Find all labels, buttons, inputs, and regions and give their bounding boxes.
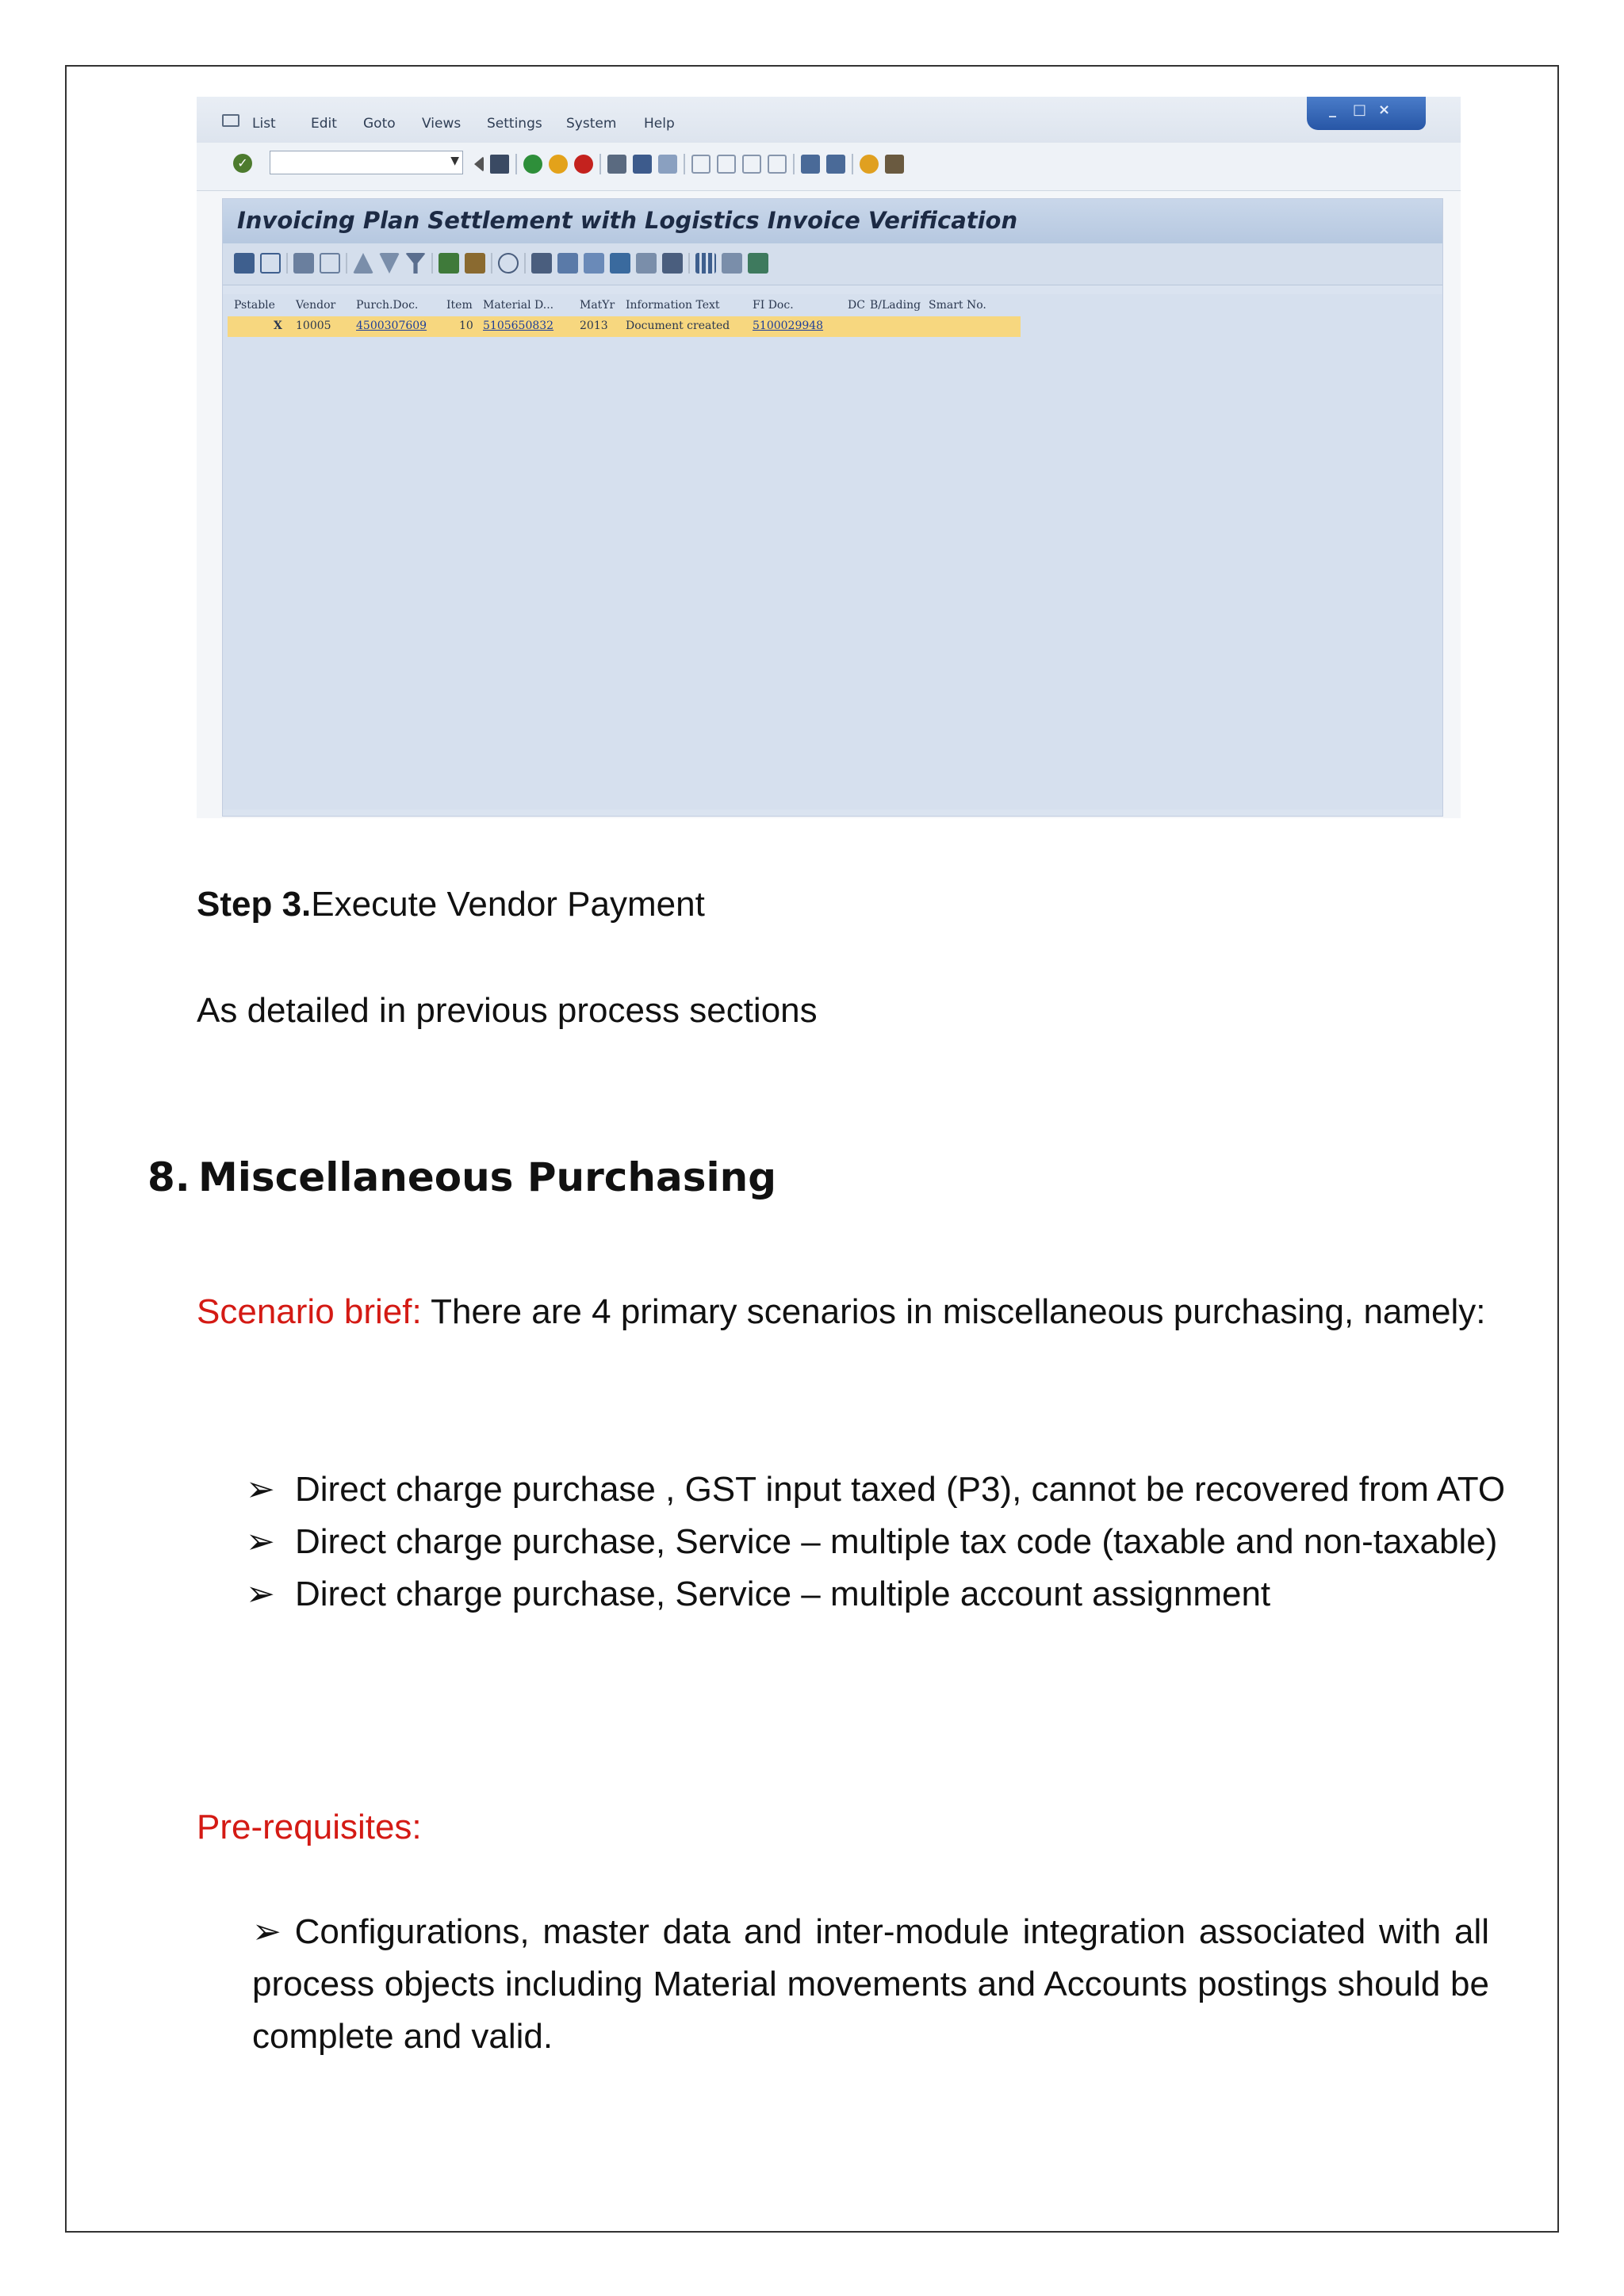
step-3-line — [197, 878, 705, 931]
sap-menubar — [197, 97, 1461, 143]
cancel-icon[interactable] — [574, 155, 593, 174]
column-header[interactable]: Purch.Doc. — [356, 299, 419, 312]
cell-fi-doc[interactable]: 5100029948 — [753, 320, 824, 332]
prerequisites-text: Configurations, master data and inter-module integration associated with all process objects including Material movements and Accounts postings should be complete and valid. — [252, 1912, 1490, 2056]
dropdown-arrow-icon[interactable]: ▼ — [450, 155, 459, 167]
maximize-icon[interactable]: □ — [1353, 101, 1367, 118]
close-icon[interactable]: × — [1378, 101, 1391, 118]
toolbar-separator — [688, 253, 690, 274]
column-header[interactable]: MatYr — [580, 299, 615, 312]
arrow-bullet-icon: ➢ — [246, 1575, 275, 1613]
list-item — [246, 1568, 1532, 1621]
back-arrow-icon[interactable] — [473, 156, 484, 172]
local-file-icon[interactable] — [636, 253, 657, 274]
sap-screen-title: Invoicing Plan Settlement with Logistics Invoice Verification — [237, 207, 1018, 234]
menu-icon[interactable] — [222, 114, 239, 127]
scenario-paragraph — [197, 1286, 1532, 1338]
sort-ascending-icon[interactable] — [353, 253, 373, 274]
sap-screen-title-bar — [223, 199, 1442, 243]
previous-sections-note: As detailed in previous process sections — [197, 991, 818, 1030]
cell-purch-doc[interactable]: 4500307609 — [356, 320, 427, 332]
find-icon[interactable] — [633, 155, 652, 174]
scenario-list — [246, 1464, 1532, 1621]
column-header[interactable]: Smart No. — [929, 299, 986, 312]
section-number: 8. — [147, 1154, 190, 1200]
next-page-icon[interactable] — [742, 155, 761, 174]
shortcut-icon[interactable] — [826, 155, 845, 174]
subtotal-icon[interactable] — [465, 253, 485, 274]
abc-analysis-icon[interactable] — [662, 253, 683, 274]
scenario-label: Scenario brief: — [197, 1292, 422, 1331]
select-layout-icon[interactable] — [722, 253, 742, 274]
spreadsheet-icon[interactable] — [610, 253, 630, 274]
section-heading — [147, 1154, 776, 1200]
minimize-icon[interactable]: _ — [1329, 101, 1336, 118]
cell-pstable[interactable]: X — [274, 320, 282, 332]
previous-page-icon[interactable] — [717, 155, 736, 174]
alv-toolbar-icons — [234, 253, 768, 274]
list-item — [246, 1516, 1532, 1568]
menu-help[interactable]: Help — [644, 116, 675, 132]
toolbar-separator — [684, 154, 685, 174]
command-field[interactable] — [270, 151, 463, 174]
alv-grid — [223, 294, 1442, 809]
toolbar-separator — [852, 154, 853, 174]
table-row[interactable] — [228, 316, 1021, 337]
list-item-text: Direct charge purchase, Service – multiple tax code (taxable and non-taxable) — [295, 1522, 1498, 1561]
save-layout-icon[interactable] — [748, 253, 768, 274]
menu-list[interactable]: List — [252, 116, 276, 132]
sap-screen-area — [222, 198, 1443, 817]
menu-system[interactable]: System — [566, 116, 617, 132]
sap-standard-toolbar — [197, 143, 1461, 191]
toolbar-separator — [524, 253, 526, 274]
deselect-all-icon[interactable] — [320, 253, 340, 274]
grid-header-row — [228, 297, 1021, 315]
column-header[interactable]: Information Text — [626, 299, 720, 312]
toolbar-separator — [515, 154, 517, 174]
layout-menu-icon[interactable] — [885, 155, 904, 174]
arrow-bullet-icon: ➢ — [246, 1470, 275, 1509]
word-processing-icon[interactable] — [584, 253, 604, 274]
print-preview-icon[interactable] — [531, 253, 552, 274]
toolbar-separator — [793, 154, 795, 174]
select-block-icon[interactable] — [293, 253, 314, 274]
menu-views[interactable]: Views — [422, 116, 462, 132]
toolbar-separator — [491, 253, 492, 274]
enter-icon[interactable]: ✓ — [233, 154, 252, 173]
details-icon[interactable] — [234, 253, 255, 274]
cell-material-doc[interactable]: 5105650832 — [483, 320, 554, 332]
toolbar-separator — [599, 154, 601, 174]
last-page-icon[interactable] — [768, 155, 787, 174]
column-header[interactable]: Vendor — [296, 299, 336, 312]
cell-vendor[interactable]: 10005 — [296, 320, 331, 332]
export-icon[interactable] — [557, 253, 578, 274]
column-header[interactable]: DC — [848, 299, 865, 312]
menu-goto[interactable]: Goto — [363, 116, 396, 132]
section-title: Miscellaneous Purchasing — [198, 1154, 777, 1200]
sap-screenshot — [197, 97, 1461, 818]
list-item — [246, 1464, 1532, 1516]
step-3-label: Step 3. — [197, 885, 312, 924]
arrow-bullet-icon: ➢ — [246, 1522, 275, 1561]
create-session-icon[interactable] — [801, 155, 820, 174]
window-controls — [1307, 97, 1426, 130]
select-all-icon[interactable] — [260, 253, 281, 274]
help-icon[interactable] — [860, 155, 879, 174]
scenario-text: There are 4 primary scenarios in miscellaneous purchasing, namely: — [421, 1292, 1486, 1331]
cell-info-text[interactable]: Document created — [626, 320, 730, 332]
standard-toolbar-icons — [473, 152, 904, 176]
column-header[interactable]: FI Doc. — [753, 299, 794, 312]
prerequisites-paragraph — [252, 1906, 1489, 2063]
find-next-icon[interactable] — [658, 155, 677, 174]
column-header[interactable]: Pstable — [234, 299, 275, 312]
column-header[interactable]: B/Lading — [870, 299, 921, 312]
arrow-bullet-icon: ➢ — [252, 1912, 295, 1951]
menu-edit[interactable]: Edit — [311, 116, 337, 132]
refresh-icon[interactable] — [498, 253, 519, 274]
step-3-text: Execute Vendor Payment — [311, 885, 705, 924]
exit-icon[interactable] — [549, 155, 568, 174]
prerequisites-label: Pre-requisites: — [197, 1808, 422, 1846]
menu-settings[interactable]: Settings — [487, 116, 542, 132]
save-icon[interactable] — [490, 155, 509, 174]
toolbar-separator — [431, 253, 433, 274]
total-icon[interactable] — [439, 253, 459, 274]
column-header[interactable]: Item — [446, 299, 473, 312]
filter-icon[interactable] — [405, 253, 426, 274]
cell-matyr[interactable]: 2013 — [580, 320, 608, 332]
list-item-text: Direct charge purchase , GST input taxed (P3), cannot be recovered from ATO — [295, 1470, 1506, 1509]
sort-descending-icon[interactable] — [379, 253, 400, 274]
toolbar-separator — [346, 253, 347, 274]
toolbar-separator — [286, 253, 288, 274]
sap-application-toolbar — [223, 243, 1442, 285]
cell-item[interactable]: 10 — [459, 320, 473, 332]
column-header[interactable]: Material D... — [483, 299, 554, 312]
list-item-text: Direct charge purchase, Service – multiple account assignment — [295, 1575, 1271, 1613]
first-page-icon[interactable] — [691, 155, 710, 174]
change-layout-icon[interactable] — [695, 253, 716, 274]
back-icon[interactable] — [523, 155, 542, 174]
print-icon[interactable] — [607, 155, 626, 174]
